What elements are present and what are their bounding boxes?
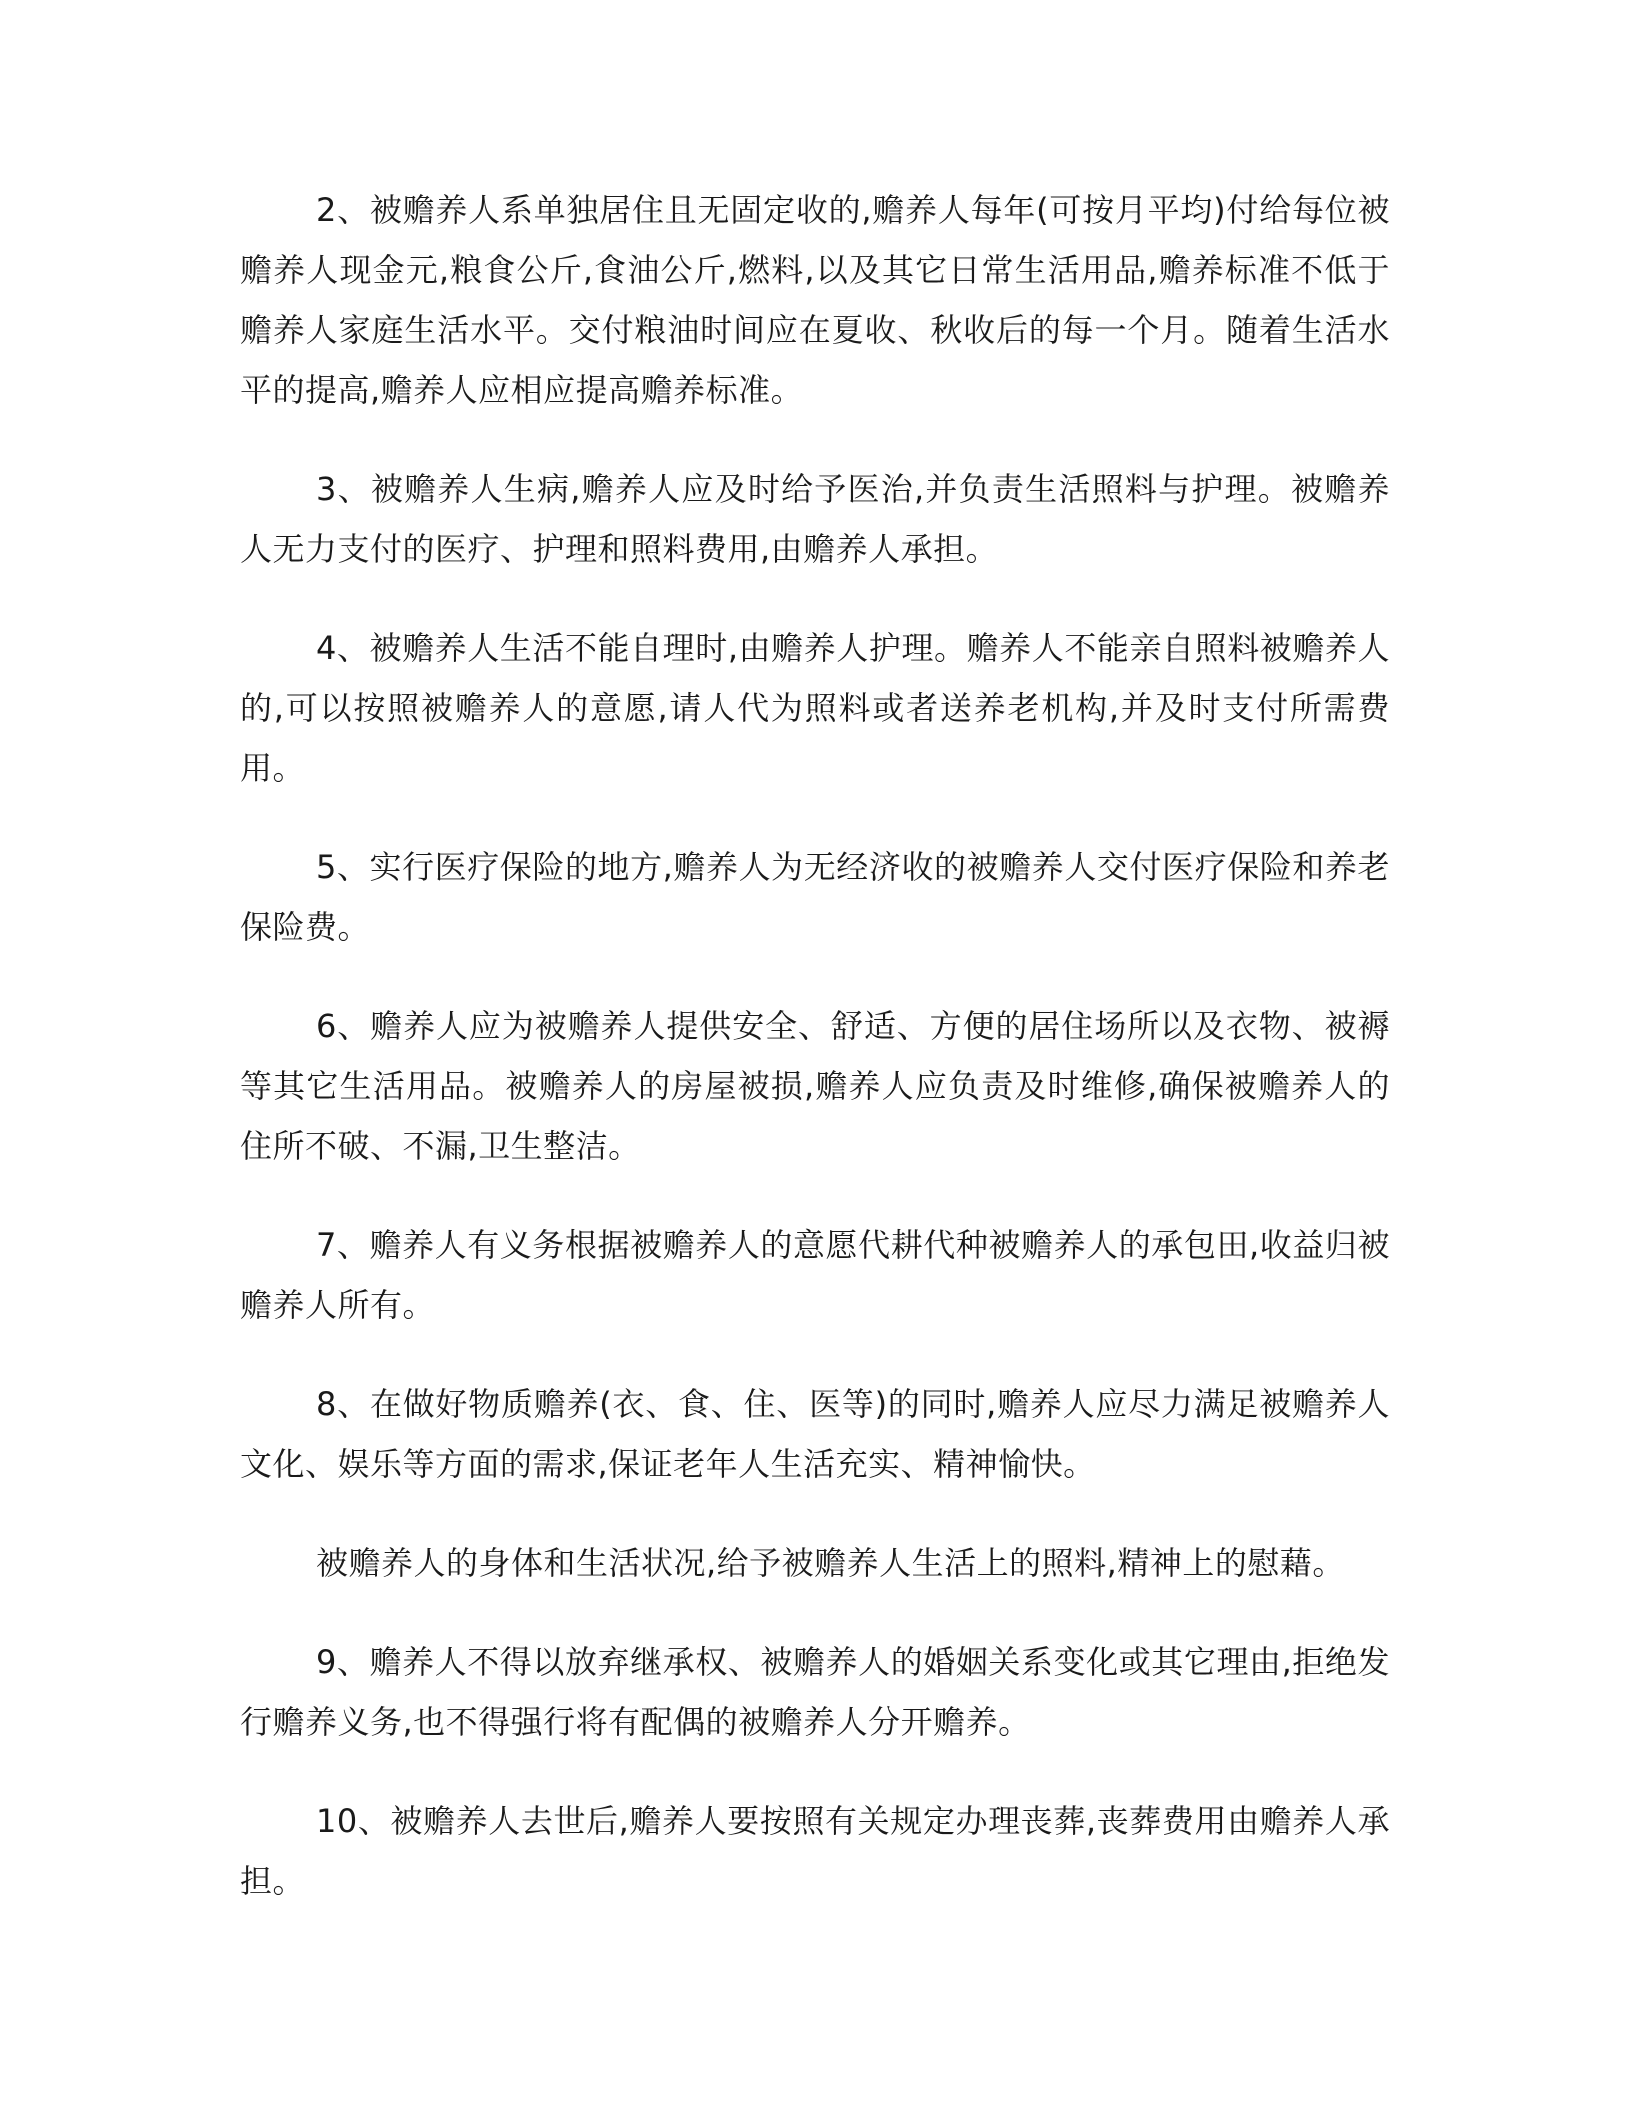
paragraph-clause-6: 6、赡养人应为被赡养人提供安全、舒适、方便的居住场所以及衣物、被褥等其它生活用品。被赡养人的房屋被损,赡养人应负责及时维修,确保被赡养人的住所不破、不漏,卫生整洁。 xyxy=(240,1007,1390,1165)
paragraph-clause-3: 3、被赡养人生病,赡养人应及时给予医治,并负责生活照料与护理。被赡养人无力支付的医疗、护理和照料费用,由赡养人承担。 xyxy=(240,470,1390,568)
paragraph-clause-9: 9、赡养人不得以放弃继承权、被赡养人的婚姻关系变化或其它理由,拒绝发行赡养义务,也不得强行将有配偶的被赡养人分开赡养。 xyxy=(240,1643,1390,1741)
paragraph-clause-5: 5、实行医疗保险的地方,赡养人为无经济收的被赡养人交付医疗保险和养老保险费。 xyxy=(240,848,1390,946)
paragraph-clause-2: 2、被赡养人系单独居住且无固定收的,赡养人每年(可按月平均)付给每位被赡养人现金元,粮食公斤,食油公斤,燃料,以及其它日常生活用品,赡养标准不低于赡养人家庭生活水平。交付粮油时间应在夏收、秋收后的每一个月。随着生活水平的提高,赡养人应相应提高赡养标准。 xyxy=(240,191,1390,409)
document-body xyxy=(240,180,1390,1950)
paragraph-clause-10: 10、被赡养人去世后,赡养人要按照有关规定办理丧葬,丧葬费用由赡养人承担。 xyxy=(240,1802,1390,1900)
paragraph-clause-8: 8、在做好物质赡养(衣、食、住、医等)的同时,赡养人应尽力满足被赡养人文化、娱乐等方面的需求,保证老年人生活充实、精神愉快。 xyxy=(240,1385,1390,1483)
paragraph-unnumbered: 被赡养人的身体和生活状况,给予被赡养人生活上的照料,精神上的慰藉。 xyxy=(316,1544,1345,1582)
paragraph-clause-7: 7、赡养人有义务根据被赡养人的意愿代耕代种被赡养人的承包田,收益归被赡养人所有。 xyxy=(240,1226,1390,1324)
paragraph-clause-4: 4、被赡养人生活不能自理时,由赡养人护理。赡养人不能亲自照料被赡养人的,可以按照被赡养人的意愿,请人代为照料或者送养老机构,并及时支付所需费用。 xyxy=(240,629,1390,787)
